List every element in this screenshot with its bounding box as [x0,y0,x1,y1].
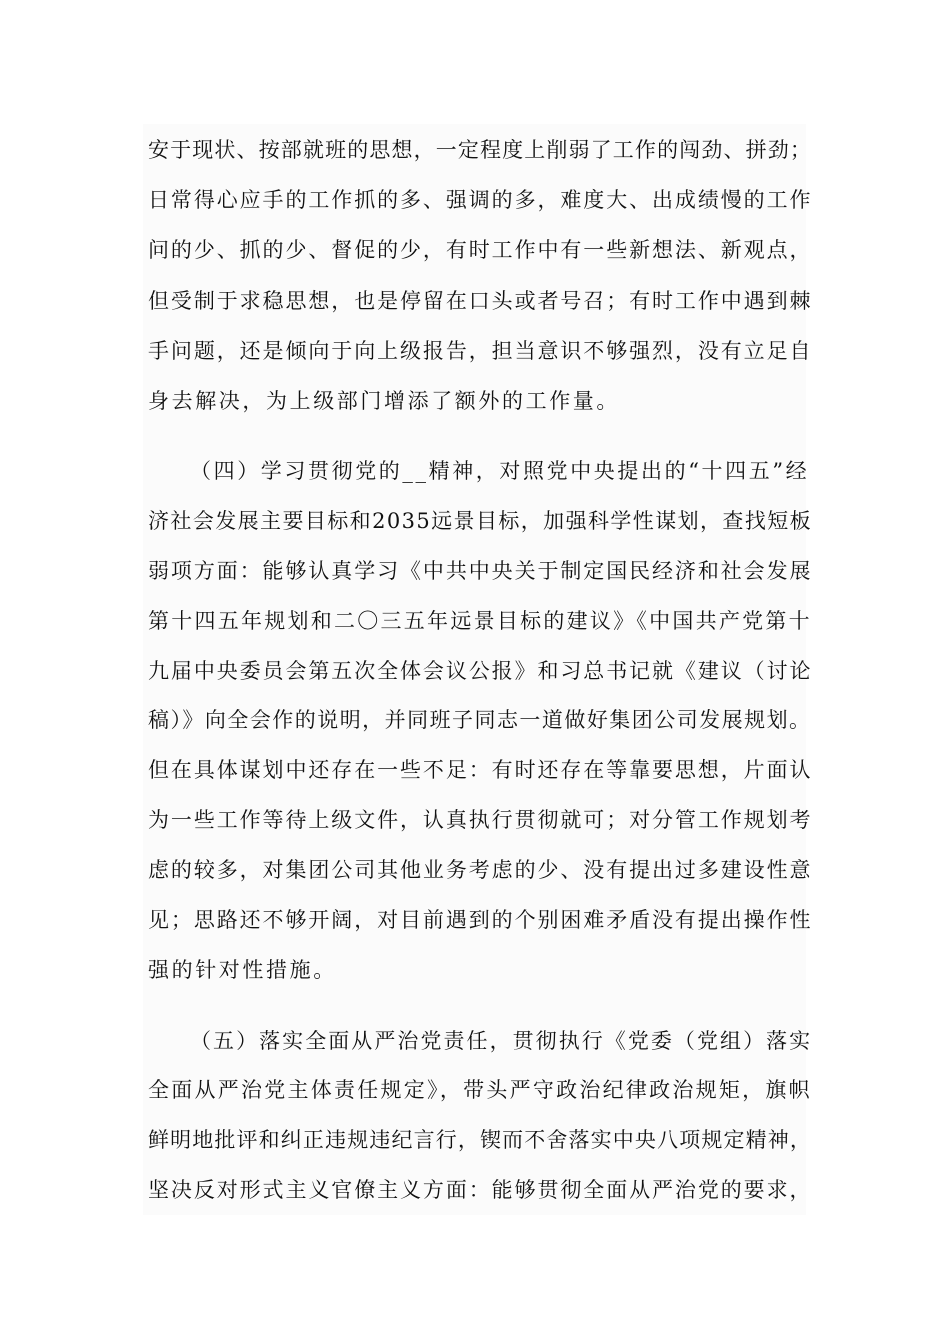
text-line: 身去解决，为上级部门增添了额外的工作量。 [148,389,620,413]
text-line: 但受制于求稳思想，也是停留在口头或者号召；有时工作中遇到棘 [148,289,813,313]
paragraph-heading-4: （四）学习贯彻党的__精神，对照党中央提出的“十四五”经 [190,459,810,483]
text-line: 为一些工作等待上级文件，认真执行贯彻就可；对分管工作规划考 [148,808,813,832]
text-line: 坚决反对形式主义官僚主义方面：能够贯彻全面从严治党的要求， [148,1178,813,1202]
text-line: 全面从严治党主体责任规定》，带头严守政治纪律政治规矩，旗帜 [148,1078,812,1102]
text-line: 手问题，还是倾向于向上级报告，担当意识不够强烈，没有立足自 [148,339,813,363]
text-line: 强的针对性措施。 [148,958,337,982]
text-line: 问的少、抓的少、督促的少，有时工作中有一些新想法、新观点， [148,238,813,262]
text-line: 见；思路还不够开阔，对目前遇到的个别困难矛盾没有提出操作性 [148,908,813,932]
text-line: 弱项方面：能够认真学习《中共中央关于制定国民经济和社会发展 [148,559,813,583]
text-line: 鲜明地批评和纠正违规违纪言行，锲而不舍落实中央八项规定精神， [148,1128,812,1152]
text-line: 虑的较多，对集团公司其他业务考虑的少、没有提出过多建设性意 [148,858,813,882]
text-line: 九届中央委员会第五次全体会议公报》和习总书记就《建议（讨论 [148,659,813,683]
text-line: 稿）》向全会作的说明，并同班子同志一道做好集团公司发展规划。 [148,708,812,732]
text-line: 日常得心应手的工作抓的多、强调的多，难度大、出成绩慢的工作 [148,188,813,212]
text-line: 但在具体谋划中还存在一些不足：有时还存在等靠要思想，片面认 [148,758,813,782]
text-line: 济社会发展主要目标和2035远景目标，加强科学性谋划，查找短板 [148,509,813,533]
text-line: 安于现状、按部就班的思想，一定程度上削弱了工作的闯劲、拼劲； [148,138,812,162]
text-line: 第十四五年规划和二〇三五年远景目标的建议》《中国共产党第十 [148,609,812,633]
paragraph-heading-5: （五）落实全面从严治党责任，贯彻执行《党委（党组）落实 [190,1029,813,1053]
